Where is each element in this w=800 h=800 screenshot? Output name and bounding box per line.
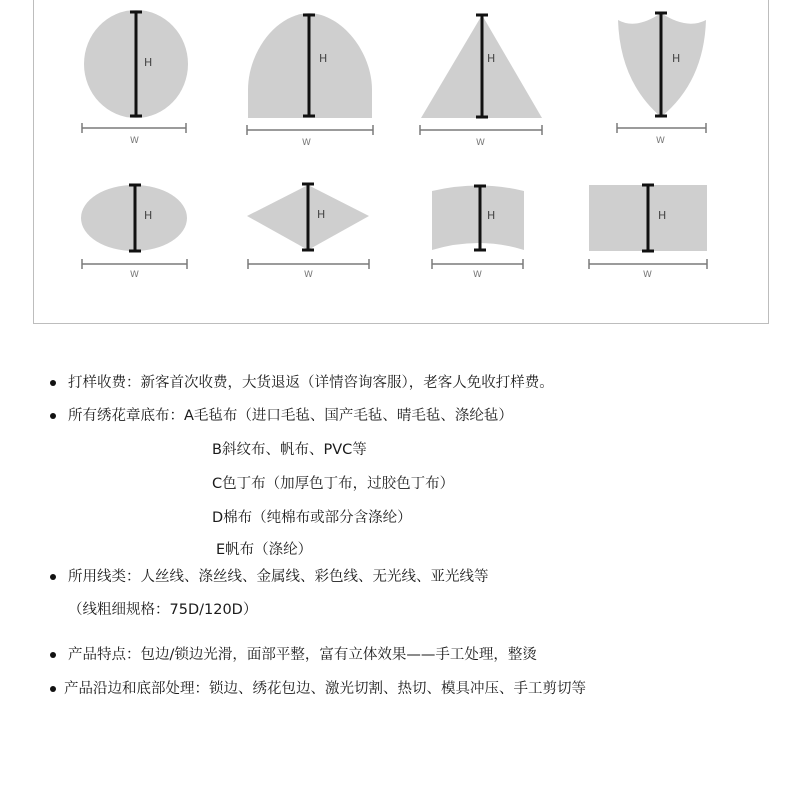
width-label: W [304,270,313,280]
height-label: H [319,52,328,65]
height-label: H [144,209,153,222]
sample-fee-text: 打样收费：新客首次收费，大货退返（详情咨询客服），老客人免收打样费。 [68,375,554,391]
curved-banner-shape-icon [432,186,524,251]
bullet-dot [50,652,56,658]
height-label: H [487,209,496,222]
width-line [617,123,706,133]
height-label: H [487,52,496,65]
width-label: W [476,138,485,148]
width-label: W [473,270,482,280]
shapes-panel [33,0,769,324]
bullet-dot [50,686,56,692]
height-label: H [672,52,681,65]
width-label: W [643,270,652,280]
height-label: H [317,208,326,221]
width-line [420,125,542,135]
width-line [589,259,707,269]
edge-processing-text: 产品沿边和底部处理：锁边、绣花包边、激光切割、热切、模具冲压、手工剪切等 [64,681,586,697]
thread-text: 所用线类：人丝线、涤丝线、金属线、彩色线、无光线、亚光线等 [68,569,489,585]
base-fabric-label: 所有绣花章底布： [68,408,184,424]
base-fabric-item-d: D棉布（纯棉布或部分含涤纶） [212,510,412,526]
base-fabric-item-c: C色丁布（加厚色丁布，过胶色丁布） [212,476,455,492]
width-line [82,259,187,269]
bullet-dot [50,413,56,419]
bullet-dot [50,574,56,580]
width-label: W [130,270,139,280]
width-line [432,259,523,269]
width-line [247,125,373,135]
base-fabric-item-a: A毛毡布（进口毛毡、国产毛毡、晴毛毡、涤纶毡） [184,408,513,424]
shape-dimension-diagram [34,0,770,324]
width-label: W [302,138,311,148]
thread-spec-text: （线粗细规格：75D/120D） [68,602,258,618]
height-label: H [658,209,667,222]
features-text: 产品特点：包边/锁边光滑，面部平整，富有立体效果——手工处理，整烫 [68,647,537,663]
height-label: H [144,56,153,69]
bullet-dot [50,380,56,386]
base-fabric-line [68,406,513,426]
width-line [82,123,186,133]
base-fabric-item-b: B斜纹布、帆布、PVC等 [212,442,367,458]
base-fabric-item-e: E帆布（涤纶） [216,542,313,558]
width-label: W [130,136,139,146]
width-line [248,259,369,269]
width-label: W [656,136,665,146]
